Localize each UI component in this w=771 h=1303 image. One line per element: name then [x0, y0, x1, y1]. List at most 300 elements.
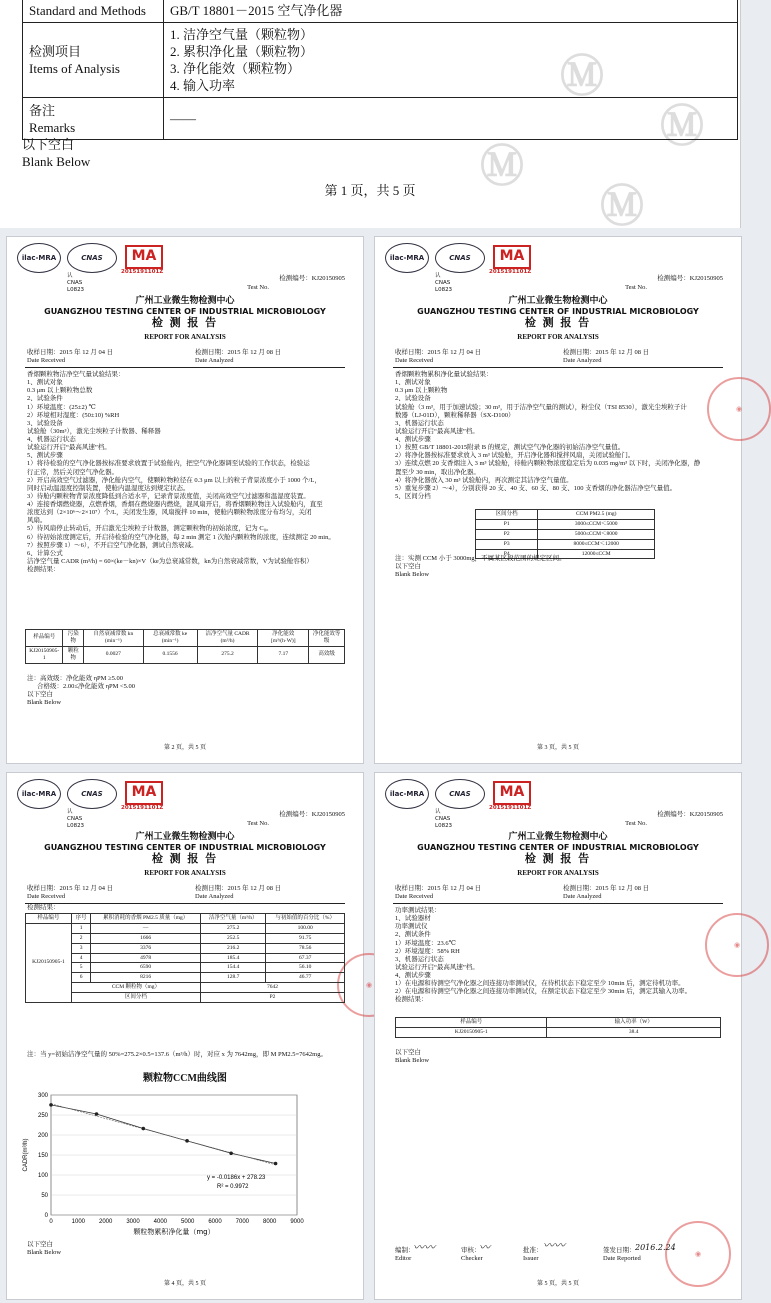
data-point — [95, 1112, 99, 1116]
report-title-en: REPORT FOR ANALYSIS — [144, 869, 226, 877]
table-row — [26, 646, 345, 663]
cnas-number: 认 CNAS L0823 — [435, 809, 453, 829]
page-number: 第 1 页，共 5 页 — [324, 183, 416, 198]
header-cell: 累积消耗的香烟 PM2.5 质量（mg） — [91, 914, 201, 924]
note-line: 注：实测 CCM 小于 3000mg，不属某区段范围的规定区间。 — [395, 555, 566, 562]
date-analyzed: 检测日期：2015 年 12 月 08 日 — [195, 885, 282, 892]
table-cell: 78.56 — [266, 943, 345, 953]
chart-title: 颗粒物CCM曲线图 — [143, 1073, 227, 1084]
date-received-en: Date Received — [395, 893, 434, 900]
table-cell: CCM 颗粒物（mg） — [71, 983, 200, 993]
table-cell: 4 — [71, 953, 90, 963]
header-cell: 与初始值的百分比（%） — [266, 914, 345, 924]
ccm-range-table — [475, 509, 655, 559]
date-analyzed-en: Date Analyzed — [563, 357, 602, 364]
y-tick-label: 50 — [41, 1193, 48, 1199]
text-line: 检测结果： — [27, 566, 60, 573]
cma-number: 2015191101Z — [489, 805, 532, 811]
table-row — [26, 933, 345, 943]
ilac-mra-logo — [17, 243, 61, 273]
x-tick-label: 9000 — [290, 1219, 304, 1225]
cma-text: MA — [131, 784, 157, 801]
date-analyzed: 检测日期：2015 年 12 月 08 日 — [195, 349, 282, 356]
x-tick-label: 6000 — [208, 1219, 222, 1225]
y-axis-label: CADR(m³/h) — [23, 1138, 29, 1172]
checker-signature: 〰 — [479, 1241, 490, 1254]
value-cell — [164, 0, 738, 23]
page-number: 第 2 页，共 5 页 — [163, 745, 206, 751]
header-cell: CCM PM2.5 (mg) — [538, 510, 655, 520]
date-analyzed: 检测日期：2015 年 12 月 08 日 — [563, 349, 650, 356]
text-line: 功率测试结果： — [395, 907, 441, 914]
cma-number: 2015191101Z — [121, 805, 164, 811]
ilac-mra-logo — [17, 779, 61, 809]
test-no — [279, 811, 345, 819]
date-signature: 2016.2.24 — [635, 1243, 676, 1252]
test-no — [657, 811, 723, 819]
ilac-mra-logo — [385, 779, 429, 809]
text-line: 4、测试步骤 — [395, 972, 431, 979]
table-cell: P2 — [476, 529, 538, 539]
cnas-logo — [67, 243, 117, 273]
y-tick-label: 200 — [37, 1133, 48, 1139]
table-cell: — — [91, 923, 201, 933]
sample-id-cell: KJ20150905-1 — [26, 923, 72, 1002]
date-row — [25, 885, 345, 904]
cnas-text: CNAS — [81, 253, 103, 262]
text-line: 数器（LJ-01D），颗粒稀释器（SX-D100） — [395, 411, 515, 419]
x-tick-label: 8000 — [262, 1219, 277, 1225]
blank-cn: 以下空白 — [27, 691, 53, 699]
report-page-1-partial — [0, 0, 741, 232]
text-line: 检测结果： — [395, 996, 428, 1004]
data-point — [229, 1151, 233, 1155]
label-en: Items of Analysis — [29, 61, 120, 76]
editor-label-en: Editor — [395, 1255, 412, 1262]
editor-signature: 〰〰 — [413, 1241, 435, 1254]
item-text: 3. 净化能效（颗粒物） — [170, 61, 301, 76]
table-row — [26, 943, 345, 953]
table-cell: 216.2 — [201, 943, 266, 953]
cma-logo — [125, 781, 163, 805]
text-line: 4、测试步骤 — [395, 436, 431, 443]
blank-cn: 以下空白 — [395, 563, 421, 571]
y-tick-label: 0 — [44, 1213, 48, 1219]
table-cell: 12000≤CCM — [538, 549, 655, 559]
report-title-en: REPORT FOR ANALYSIS — [517, 333, 599, 341]
table-cell: 高效级 — [309, 646, 345, 663]
cma-logo — [125, 245, 163, 269]
table-cell: 8216 — [91, 973, 201, 983]
text-line: 试验运行开启“最高风速”档。 — [27, 444, 111, 452]
table-cell: 275.2 — [201, 923, 266, 933]
watermark-logo: Ⓜ — [600, 181, 644, 232]
center-name-en: GUANGZHOU TESTING CENTER OF INDUSTRIAL MICROBIOLOGY — [417, 843, 699, 852]
notes — [395, 555, 721, 579]
text-line: 2）开启高效空气过滤器，净化舱内空气，使颗粒物粒径在 0.3 μm 以上的粒子背景浓度小于 1000 个/L， — [27, 476, 321, 484]
date-received-en: Date Received — [27, 357, 66, 364]
text-line: 置至少 30 min，取出净化器。 — [395, 468, 480, 476]
table-cell: 4978 — [91, 953, 201, 963]
text-line: 3、机器运行状态 — [395, 419, 444, 427]
report-title-cn: 检 测 报 告 — [151, 853, 219, 865]
center-name-en: GUANGZHOU TESTING CENTER OF INDUSTRIAL MICROBIOLOGY — [417, 307, 699, 316]
cma-text: MA — [499, 784, 525, 801]
note-line: 注：当 y=初始洁净空气量的 50%=275.2×0.5=137.6（m³/h）时，对应 x 为 7642mg，即 M PM2.5=7642mg。 — [27, 1051, 327, 1058]
cnas-number: 认 CNAS L0823 — [67, 273, 85, 293]
test-no-value: KJ20150905 — [311, 275, 345, 282]
table-cell: 3 — [71, 943, 90, 953]
text-line: 2）环境湿度：58% RH — [395, 947, 460, 955]
cma-logo — [493, 245, 531, 269]
table-cell: 5 — [71, 963, 90, 973]
table-row — [26, 923, 345, 933]
series-line — [51, 1105, 276, 1164]
date-analyzed-en: Date Analyzed — [195, 357, 234, 364]
header-cell: 净化能效等级 — [309, 630, 345, 647]
table-row — [26, 993, 345, 1003]
value-text: GB/T 18801－2015 空气净化器 — [170, 3, 343, 18]
center-name-cn: 广州工业微生物检测中心 — [135, 831, 235, 841]
date-reported-label-en: Date Reported — [603, 1255, 641, 1262]
table-cell: 128.7 — [201, 973, 266, 983]
table-cell: P3 — [476, 539, 538, 549]
date-received: 收样日期：2015 年 12 月 04 日 — [27, 349, 114, 356]
y-tick-label: 100 — [37, 1173, 48, 1179]
test-no-en: Test No. — [247, 820, 269, 827]
ilac-text: ilac-MRA — [21, 789, 57, 798]
date-row — [393, 885, 723, 904]
report-title-cn: 检 测 报 告 — [524, 853, 592, 865]
text-line: 同时启动温湿度控制装置，使舱内温湿度达到规定状态。 — [27, 484, 190, 492]
text-line: 1、试验器材 — [395, 915, 431, 923]
table-row — [26, 973, 345, 983]
date-analyzed-en: Date Analyzed — [195, 893, 234, 900]
table-cell: 275.2 — [197, 646, 258, 663]
test-no-label: 检测编号： — [657, 811, 690, 818]
text-line: 试验舱（30m³），激光尘埃粒子计数器、稀释器 — [27, 427, 161, 435]
r-squared: R² = 0.9972 — [217, 1184, 249, 1190]
note-line: 注：高效级：净化能效 ηPM ≥5.00 — [27, 675, 123, 682]
data-point — [185, 1139, 189, 1143]
date-received-en: Date Received — [27, 893, 66, 900]
table-cell: 1666 — [91, 933, 201, 943]
table-row — [26, 963, 345, 973]
text-line: 2）环境相对湿度：(50±10) %RH — [27, 411, 120, 419]
date-analyzed: 检测日期：2015 年 12 月 08 日 — [563, 885, 650, 892]
cnas-number: 认 CNAS L0823 — [435, 273, 453, 293]
table-cell: 6 — [71, 973, 90, 983]
table-row — [23, 0, 738, 23]
trend-equation: y = -0.0186x + 278.23 — [207, 1175, 266, 1181]
text-line: 0.3 μm 以上颗粒物 — [395, 387, 448, 395]
x-tick-label: 5000 — [180, 1219, 195, 1225]
table-cell: P4 — [476, 549, 538, 559]
cnas-logo — [67, 779, 117, 809]
test-no-en: Test No. — [625, 284, 647, 291]
table-cell: P1 — [476, 519, 538, 529]
text-line: 1）将待检验的空气净化器按标准要求放置于试验舱内，把空气净化器调至试验的工作状态，检验运 — [27, 460, 310, 468]
table-cell: 100.00 — [266, 923, 345, 933]
report-page-3 — [374, 236, 742, 764]
text-line: 1）环境温度：(25±2) ℃ — [27, 403, 96, 411]
x-tick-label: 4000 — [153, 1219, 168, 1225]
table-row — [476, 519, 655, 529]
blank-below — [395, 1049, 721, 1065]
watermark-logo: Ⓜ — [660, 101, 704, 152]
watermark-logo: Ⓜ — [480, 141, 524, 192]
note-line: 合格级：2.00≤净化能效 ηPM <5.00 — [37, 683, 136, 691]
text-line: 风扇。 — [27, 517, 47, 525]
table-cell: 46.77 — [266, 973, 345, 983]
text-line: 2、测试条件 — [395, 931, 431, 939]
results-label: 检测结果： — [27, 904, 60, 911]
label-cn: 备注 — [29, 102, 56, 118]
text-line: 功率测试仪 — [395, 923, 428, 931]
value-text: —— — [170, 111, 196, 126]
y-tick-label: 250 — [37, 1113, 48, 1119]
checker-label: 审核： — [461, 1247, 481, 1254]
text-line: 2）将净化器按标准要求放入 3 m³ 试验舱，开启净化器和搅拌风扇，关闭试验舱门。 — [395, 452, 635, 460]
header-cell: 污染物 — [63, 630, 84, 647]
test-no-value: KJ20150905 — [311, 811, 345, 818]
text-line: 5）待风扇停止转动后，开启激光尘埃粒子计数器，测定颗粒物的初始浓度，记为 C₀。 — [27, 525, 273, 533]
table-cell: 7.17 — [258, 646, 309, 663]
header-cell: 序号 — [71, 914, 90, 924]
cadr-result-table — [25, 629, 345, 664]
text-line: 2、试验条件 — [27, 395, 63, 403]
label-en: Standard and Methods — [29, 3, 146, 18]
table-header-row — [26, 630, 345, 647]
table-cell: P2 — [201, 993, 345, 1003]
table-cell: 67.37 — [266, 953, 345, 963]
signature-row — [395, 1239, 725, 1273]
test-no-en: Test No. — [247, 284, 269, 291]
issuer-label: 批准： — [523, 1247, 543, 1254]
table-cell: 185.4 — [201, 953, 266, 963]
blank-below — [22, 136, 90, 170]
page-number: 第 3 页，共 5 页 — [536, 745, 579, 751]
table-cell: 1 — [71, 923, 90, 933]
center-name-en: GUANGZHOU TESTING CENTER OF INDUSTRIAL MICROBIOLOGY — [44, 843, 326, 852]
notes — [27, 675, 343, 708]
x-axis-label: 颗粒物累积净化量（mg） — [133, 1228, 215, 1236]
cnas-text: CNAS — [81, 789, 103, 798]
text-line: 香烟颗粒物累积净化量试验结果： — [395, 371, 493, 378]
header-cell: 样品编号 — [26, 630, 63, 647]
label-cn: 检测项目 — [29, 44, 82, 59]
checker-label-en: Checker — [461, 1255, 483, 1262]
power-result-table — [395, 1017, 721, 1038]
text-line: 4、机器运行状态 — [27, 436, 76, 443]
text-line: 试验舱（3 m³，用于加速试验；30 m³，用于洁净空气量的测试），粉尘仪（TSI 8530），激光尘埃粒子计 — [395, 403, 687, 411]
header-cell: 总衰减常数 ke (min⁻¹) — [143, 630, 197, 647]
center-name-cn: 广州工业微生物检测中心 — [135, 295, 235, 305]
table-row — [26, 983, 345, 993]
table-row — [396, 1027, 721, 1037]
item-text: 2. 累积净化量（颗粒物） — [170, 44, 314, 59]
text-line: 3）连续点燃 20 支香烟注入 3 m³ 试验舱，待舱内颗粒物浓度稳定后为 0.035 mg/m³ 以下时，关闭净化器，静 — [395, 460, 701, 468]
header-cell: 净化能效 [m³/(h·W)] — [258, 630, 309, 647]
text-line: 2、试验设备 — [395, 395, 431, 403]
test-no-label: 检测编号： — [279, 275, 312, 282]
header-cell: 输入功率（W） — [547, 1018, 721, 1028]
text-line: 试验运行开启“最高风速”档。 — [395, 427, 479, 435]
test-procedure — [395, 371, 721, 501]
text-line: 1）按照 GB/T 18801-2015附录 B 的规定，测试空气净化器的初始洁净空气量值。 — [395, 444, 625, 452]
table-row — [23, 23, 738, 98]
table-cell: 252.5 — [201, 933, 266, 943]
x-tick-label: 7000 — [235, 1219, 250, 1225]
text-line: 4）连接香烟燃烧器，点燃香烟，香烟在燃烧器内燃烧，混风扇开启，将香烟颗粒物注入试验舱内，直至 — [27, 501, 323, 508]
watermark-logo: Ⓜ — [560, 51, 604, 102]
x-tick-label: 3000 — [126, 1219, 140, 1225]
text-line: 香烟颗粒物洁净空气量试验结果： — [27, 371, 125, 378]
official-seal: ◉ — [665, 1221, 731, 1287]
table-cell: 6590 — [91, 963, 201, 973]
ccm-curve-chart — [17, 1087, 307, 1237]
report-title-cn: 检 测 报 告 — [524, 317, 592, 329]
text-line: 1、测试对象 — [395, 379, 431, 387]
header-cell: 样品编号 — [26, 914, 72, 924]
test-no — [279, 275, 345, 283]
label-cell — [23, 23, 164, 98]
date-row — [393, 349, 723, 368]
center-name-en: GUANGZHOU TESTING CENTER OF INDUSTRIAL MICROBIOLOGY — [44, 307, 326, 316]
issuer-label-en: Issuer — [523, 1255, 539, 1262]
blank-cn: 以下空白 — [27, 1241, 53, 1248]
label-cell — [23, 0, 164, 23]
test-no-value: KJ20150905 — [689, 811, 723, 818]
table-cell: 7642 — [201, 983, 345, 993]
table-row — [476, 529, 655, 539]
test-no-label: 检测编号： — [657, 275, 690, 282]
table-cell: KJ20150905-1 — [396, 1027, 547, 1037]
text-line: 5、区间分档 — [395, 492, 431, 500]
table-cell: 0.1556 — [143, 646, 197, 663]
table-cell: 2 — [71, 933, 90, 943]
table-header-row — [396, 1018, 721, 1028]
x-tick-label: 1000 — [71, 1219, 86, 1225]
text-line: 试验运行开启“最高风速”档。 — [395, 963, 479, 971]
table-cell: 5000≤CCM＜8000 — [538, 529, 655, 539]
date-row — [25, 349, 345, 368]
date-received: 收样日期：2015 年 12 月 04 日 — [27, 885, 114, 892]
label-cell — [23, 98, 164, 140]
text-line: 行正常，然后关闭空气净化器。 — [27, 468, 118, 476]
page-number: 第 5 页，共 5 页 — [536, 1281, 579, 1287]
table-cell: 3000≤CCM＜5000 — [538, 519, 655, 529]
header-cell: 区间分档 — [476, 510, 538, 520]
y-tick-label: 150 — [37, 1153, 48, 1159]
report-page-2 — [6, 236, 364, 764]
test-procedure — [395, 907, 721, 1005]
text-line: 3、机器运行状态 — [395, 955, 444, 963]
table-cell: 0.0027 — [84, 646, 144, 663]
ilac-text: ilac-MRA — [389, 253, 425, 262]
data-point — [274, 1162, 278, 1166]
center-name-cn: 广州工业微生物检测中心 — [508, 831, 608, 841]
text-line: 洁净空气量 CADR (m³/h) = 60×(ke－kn)×V（ke为总衰减常数，kn为自然衰减常数，V为试验舱容积） — [27, 557, 313, 565]
text-line: 0.3 μm 以上颗粒物总数 — [27, 387, 93, 395]
cnas-number: 认 CNAS L0823 — [67, 809, 85, 829]
date-received: 收样日期：2015 年 12 月 04 日 — [395, 885, 482, 892]
text-line: 6）待初始浓度测定后，开启待检验的空气净化器，每 2 min 测定 1 次舱内颗粒物的浓度，连续测定 20 min。 — [27, 533, 335, 541]
blank-en: Blank Below — [27, 1249, 62, 1257]
value-cell — [164, 98, 738, 140]
cnas-text: CNAS — [449, 253, 471, 262]
value-cell — [164, 23, 738, 98]
official-seal: ◉ — [705, 913, 769, 977]
table-row — [23, 98, 738, 140]
table-cell: 8000≤CCM＜12000 — [538, 539, 655, 549]
text-line: 4）将净化器放入 30 m³ 试验舱内，再次测定其洁净空气量值。 — [395, 476, 573, 484]
text-line: 6、计算公式 — [27, 549, 63, 557]
blank-below — [27, 1241, 343, 1257]
text-line: 2）在电源和待测空气净化器之间连接功率测试仪，在额定状态下稳定至少 30min 后，测定其输入功率。 — [395, 988, 692, 996]
table-cell: KJ20150905-1 — [26, 646, 63, 663]
text-line: 浓度达到（2×10⁶～2×10⁷）个/L，关闭发生器，风扇搅拌 10 min，使舱内颗粒物浓度分布均匀，关闭 — [27, 509, 312, 517]
table-cell: 颗粒物 — [63, 646, 84, 663]
cma-number: 2015191101Z — [121, 269, 164, 275]
ilac-text: ilac-MRA — [389, 789, 425, 798]
ccm-result-table — [25, 913, 345, 1003]
test-no-value: KJ20150905 — [689, 275, 723, 282]
date-received: 收样日期：2015 年 12 月 04 日 — [395, 349, 482, 356]
table-header-row — [476, 510, 655, 520]
y-tick-label: 300 — [37, 1093, 48, 1099]
official-seal: ◉ — [337, 953, 401, 1017]
blank-en: Blank Below — [395, 571, 430, 579]
text-line: 5、测试步骤 — [27, 452, 63, 460]
official-seal: ◉ — [707, 377, 771, 441]
report-title-en: REPORT FOR ANALYSIS — [517, 869, 599, 877]
report-title-cn: 检 测 报 告 — [151, 317, 219, 329]
header-cell: 自然衰减常数 kn (min⁻¹) — [84, 630, 144, 647]
text-line: 1、测试对象 — [27, 379, 63, 387]
text-line: 5）重复步骤 2）～4），分别获得 20 支、40 支、60 支、80 支、100 支香烟的净化器洁净空气量值。 — [395, 484, 677, 492]
cma-text: MA — [499, 248, 525, 265]
text-line: 1）环境温度：23.6℃ — [395, 939, 456, 947]
test-no-label: 检测编号： — [279, 811, 312, 818]
table-header-row — [26, 914, 345, 924]
text-line: 3、试验设备 — [27, 419, 63, 427]
blank-cn: 以下空白 — [22, 137, 75, 152]
cnas-logo — [435, 243, 485, 273]
x-tick-label: 0 — [49, 1219, 53, 1225]
test-no — [657, 275, 723, 283]
ilac-text: ilac-MRA — [21, 253, 57, 262]
text-line: 1）在电源和待测空气净化器之间连接功率测试仪，在待机状态下稳定至少 10min 后，测定待机功率。 — [395, 980, 685, 988]
cma-logo — [493, 781, 531, 805]
item-text: 1. 洁净空气量（颗粒物） — [170, 27, 314, 42]
date-analyzed-en: Date Analyzed — [563, 893, 602, 900]
blank-cn: 以下空白 — [395, 1049, 421, 1056]
info-table — [22, 0, 738, 140]
page-number: 第 4 页，共 5 页 — [163, 1281, 206, 1287]
table-cell: 区间分档 — [71, 993, 200, 1003]
report-title-en: REPORT FOR ANALYSIS — [144, 333, 226, 341]
test-no-en: Test No. — [625, 820, 647, 827]
cnas-text: CNAS — [449, 789, 471, 798]
table-cell: 56.10 — [266, 963, 345, 973]
text-line: 3）待舱内颗粒物背景浓度降低到合适水平，记录背景浓度值，关闭高效空气过滤器和温湿度装置。 — [27, 492, 310, 500]
table-row — [26, 953, 345, 963]
x-tick-label: 2000 — [98, 1219, 113, 1225]
report-page-5 — [374, 772, 742, 1300]
blank-en: Blank Below — [395, 1057, 430, 1065]
item-text: 4. 输入功率 — [170, 78, 236, 93]
